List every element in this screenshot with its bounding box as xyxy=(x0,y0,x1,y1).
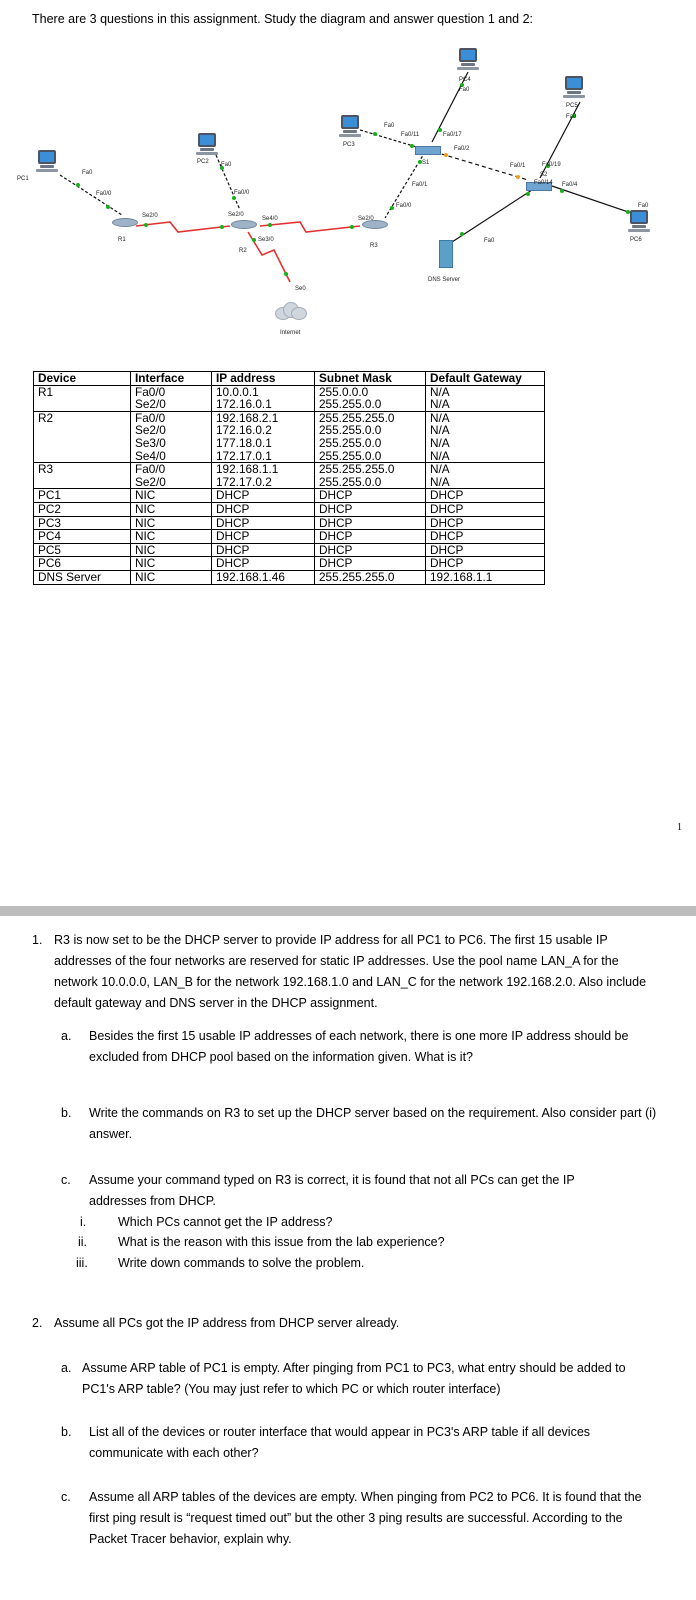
label-s1-fa017: Fa0/17 xyxy=(443,132,462,138)
question-2a xyxy=(61,1358,661,1400)
q1ciii-mark: iii. xyxy=(76,1256,88,1270)
q1ciii-text: Write down commands to solve the problem. xyxy=(118,1256,365,1270)
table-row xyxy=(34,411,545,424)
table-cell xyxy=(34,450,131,463)
label-s2-fa01: Fa0/1 xyxy=(510,163,526,169)
label-r1-fa00: Fa0/0 xyxy=(96,191,112,197)
table-cell: N/A xyxy=(426,463,545,476)
label-pc2: PC2 xyxy=(197,159,209,165)
internet-cloud-icon xyxy=(275,302,305,320)
table-cell: DHCP xyxy=(315,516,426,530)
page-2 xyxy=(0,916,696,1600)
table-cell: 172.17.0.1 xyxy=(212,450,315,463)
table-cell xyxy=(34,476,131,489)
q1a-mark: a. xyxy=(61,1029,72,1043)
table-cell: R3 xyxy=(34,463,131,476)
table-header-cell: IP address xyxy=(212,372,315,386)
q1cii-text: What is the reason with this issue from the lab experience? xyxy=(118,1235,445,1249)
table-cell: PC3 xyxy=(34,516,131,530)
table-cell: PC1 xyxy=(34,489,131,503)
page-number: 1 xyxy=(677,822,682,833)
label-pc3: PC3 xyxy=(343,142,355,148)
question-1 xyxy=(32,930,662,1014)
table-cell: DHCP xyxy=(426,543,545,557)
table-cell: 255.255.255.0 xyxy=(315,411,426,424)
table-cell: DHCP xyxy=(212,530,315,544)
pc2-icon xyxy=(196,133,218,157)
q1ci-text: Which PCs cannot get the IP address? xyxy=(118,1215,333,1229)
link-pc1-r1 xyxy=(60,175,122,215)
table-cell: N/A xyxy=(426,450,545,463)
q1c-mark: c. xyxy=(61,1173,71,1187)
label-pc2-fa0: Fa0 xyxy=(221,162,232,168)
pc5-icon xyxy=(563,76,585,100)
table-row xyxy=(34,570,545,584)
network-diagram xyxy=(0,40,696,360)
label-s1: S1 xyxy=(422,160,430,166)
table-cell: 255.255.255.0 xyxy=(315,463,426,476)
table-cell: NIC xyxy=(131,516,212,530)
table-cell: NIC xyxy=(131,570,212,584)
q1b-text: Write the commands on R3 to set up the DHCP server based on the requirement. Also consider part (i) answer. xyxy=(89,1106,657,1141)
label-s2-fa019: Fa0/19 xyxy=(542,162,561,168)
table-cell: DHCP xyxy=(212,557,315,571)
table-cell: 255.0.0.0 xyxy=(315,385,426,398)
label-r2: R2 xyxy=(239,248,247,254)
r2-router-icon xyxy=(231,220,257,236)
table-cell: 10.0.0.1 xyxy=(212,385,315,398)
table-cell: 255.255.0.0 xyxy=(315,424,426,437)
table-cell: DHCP xyxy=(426,489,545,503)
table-cell: 255.255.0.0 xyxy=(315,450,426,463)
label-pc6: PC6 xyxy=(630,237,642,243)
table-cell: R1 xyxy=(34,385,131,398)
table-row xyxy=(34,437,545,450)
q2b-text: List all of the devices or router interface that would appear in PC3's ARP table if all devices communicate with each other? xyxy=(89,1425,591,1460)
table-cell: DHCP xyxy=(315,557,426,571)
label-pc5-fa0: Fa0 xyxy=(566,114,577,120)
table-cell: N/A xyxy=(426,476,545,489)
table-cell: 255.255.255.0 xyxy=(315,570,426,584)
table-row xyxy=(34,385,545,398)
label-r3-se20: Se2/0 xyxy=(358,216,374,222)
label-s1-fa01: Fa0/1 xyxy=(412,182,428,188)
table-row xyxy=(34,450,545,463)
label-r2-se20: Se2/0 xyxy=(228,212,244,218)
label-r2-fa00: Fa0/0 xyxy=(234,190,250,196)
table-row xyxy=(34,557,545,571)
table-cell: PC6 xyxy=(34,557,131,571)
pc3-icon xyxy=(339,115,361,139)
label-r1: R1 xyxy=(118,237,126,243)
table-cell: R2 xyxy=(34,411,131,424)
table-row xyxy=(34,463,545,476)
table-cell: DHCP xyxy=(315,502,426,516)
link-s2-dns xyxy=(452,188,535,242)
table-cell: 255.255.0.0 xyxy=(315,476,426,489)
question-2b xyxy=(61,1422,663,1464)
pc1-icon xyxy=(36,150,58,174)
table-cell: 192.168.1.1 xyxy=(426,570,545,584)
table-header-cell: Interface xyxy=(131,372,212,386)
pc4-icon xyxy=(457,48,479,72)
table-cell: DNS Server xyxy=(34,570,131,584)
q1-number: 1. xyxy=(32,933,43,947)
intro-text: There are 3 questions in this assignment. Study the diagram and answer question 1 and 2: xyxy=(32,12,533,26)
table-cell: N/A xyxy=(426,411,545,424)
q1a-text: Besides the first 15 usable IP addresses of each network, there is one more IP address should be excluded from DHCP pool based on the information given. What is it? xyxy=(89,1029,629,1064)
question-1c-i xyxy=(80,1212,640,1233)
table-cell: DHCP xyxy=(212,516,315,530)
table-cell: NIC xyxy=(131,502,212,516)
table-cell: Se4/0 xyxy=(131,450,212,463)
label-pc1: PC1 xyxy=(17,176,29,182)
table-cell: N/A xyxy=(426,437,545,450)
table-cell: N/A xyxy=(426,385,545,398)
addressing-table xyxy=(33,371,545,585)
table-cell: Fa0/0 xyxy=(131,411,212,424)
table-cell: Se3/0 xyxy=(131,437,212,450)
table-cell: DHCP xyxy=(426,530,545,544)
table-cell: Se2/0 xyxy=(131,424,212,437)
table-cell: DHCP xyxy=(212,543,315,557)
table-cell: 192.168.1.46 xyxy=(212,570,315,584)
label-r3-fa00: Fa0/0 xyxy=(396,203,412,209)
table-cell xyxy=(34,437,131,450)
label-r1-se20: Se2/0 xyxy=(142,213,158,219)
label-pc6-fa0: Fa0 xyxy=(638,203,649,209)
label-pc1-fa0: Fa0 xyxy=(82,170,93,176)
table-cell: 172.17.0.2 xyxy=(212,476,315,489)
pc6-icon xyxy=(628,210,650,234)
q1-text: R3 is now set to be the DHCP server to provide IP address for all PC1 to PC6. The first 15 usable IP addresses of the four networks are reserved for static IP addresses. Use the pool name LAN_A for the network 10.0.0.0, LAN_B for the network 192.168.1.0 and LAN_C for the network 192.168.2.0. Also include default gateway and DNS server in the DHCP assignment. xyxy=(54,933,647,1010)
label-r3: R3 xyxy=(370,243,378,249)
q1b-mark: b. xyxy=(61,1106,72,1120)
table-row xyxy=(34,530,545,544)
table-cell: N/A xyxy=(426,398,545,411)
label-pc5: PC5 xyxy=(566,103,578,109)
link-r1-r2 xyxy=(136,222,230,232)
table-cell: Se2/0 xyxy=(131,476,212,489)
label-s2: S2 xyxy=(540,172,548,178)
label-internet: Internet xyxy=(280,330,301,336)
label-r2-se40: Se4/0 xyxy=(262,216,278,222)
label-pc4: PC4 xyxy=(459,77,471,83)
q1c-text: Assume your command typed on R3 is correct, it is found that not all PCs can get the IP addresses from DHCP. xyxy=(89,1173,575,1208)
label-s1-fa011: Fa0/11 xyxy=(401,132,420,138)
table-cell: 255.255.0.0 xyxy=(315,437,426,450)
table-cell: DHCP xyxy=(315,489,426,503)
question-1c-ii xyxy=(78,1232,638,1253)
table-row xyxy=(34,489,545,503)
table-header-cell: Subnet Mask xyxy=(315,372,426,386)
table-cell: NIC xyxy=(131,489,212,503)
table-cell: DHCP xyxy=(212,489,315,503)
table-cell: Fa0/0 xyxy=(131,385,212,398)
table-row xyxy=(34,476,545,489)
question-2c xyxy=(61,1487,663,1550)
question-1c xyxy=(61,1170,663,1212)
label-dns: DNS Server xyxy=(428,277,461,283)
q1ci-mark: i. xyxy=(80,1215,87,1229)
q2a-text: Assume ARP table of PC1 is empty. After pinging from PC1 to PC3, what entry should be added to PC1's ARP table? (You may just refer to which PC or which router interface) xyxy=(82,1361,626,1396)
table-cell: 172.16.0.2 xyxy=(212,424,315,437)
table-row xyxy=(34,398,545,411)
table-header-cell: Default Gateway xyxy=(426,372,545,386)
table-cell: 255.255.0.0 xyxy=(315,398,426,411)
dns-server-icon xyxy=(439,240,453,268)
q2b-mark: b. xyxy=(61,1425,72,1439)
table-cell: NIC xyxy=(131,530,212,544)
table-header-cell: Device xyxy=(34,372,131,386)
table-cell: NIC xyxy=(131,557,212,571)
question-1b xyxy=(61,1103,663,1145)
table-cell: 172.16.0.1 xyxy=(212,398,315,411)
table-cell: PC4 xyxy=(34,530,131,544)
diagram-links xyxy=(0,40,696,360)
q2a-mark: a. xyxy=(61,1361,72,1375)
table-cell: PC2 xyxy=(34,502,131,516)
label-s1-fa02: Fa0/2 xyxy=(454,146,470,152)
table-cell: NIC xyxy=(131,543,212,557)
label-s2-fa014: Fa0/14 xyxy=(534,180,553,186)
r1-router-icon xyxy=(112,218,138,234)
table-cell: 192.168.1.1 xyxy=(212,463,315,476)
q2c-text: Assume all ARP tables of the devices are empty. When pinging from PC2 to PC6. It is found that the first ping result is “request timed out” but the other 3 ping results are successful. According to the Packet Tracer behavior, explain why. xyxy=(89,1490,642,1546)
label-pc4-fa0: Fa0 xyxy=(459,87,470,93)
table-cell xyxy=(34,424,131,437)
question-2 xyxy=(32,1313,662,1334)
table-cell: DHCP xyxy=(212,502,315,516)
question-1a xyxy=(61,1026,663,1068)
table-cell xyxy=(34,398,131,411)
table-cell: Fa0/0 xyxy=(131,463,212,476)
table-cell: 192.168.2.1 xyxy=(212,411,315,424)
label-internet-se0: Se0 xyxy=(295,286,306,292)
table-header-row xyxy=(34,372,545,386)
table-row xyxy=(34,502,545,516)
table-cell: 177.18.0.1 xyxy=(212,437,315,450)
table-cell: DHCP xyxy=(426,516,545,530)
table-cell: DHCP xyxy=(315,530,426,544)
link-r2-r3 xyxy=(260,222,360,232)
table-cell: DHCP xyxy=(315,543,426,557)
question-1c-iii xyxy=(76,1253,636,1274)
table-cell: DHCP xyxy=(426,502,545,516)
table-cell: N/A xyxy=(426,424,545,437)
q2-number: 2. xyxy=(32,1316,43,1330)
table-row xyxy=(34,516,545,530)
label-dns-fa0: Fa0 xyxy=(484,238,495,244)
s1-switch-icon xyxy=(415,144,441,156)
label-pc3-fa0: Fa0 xyxy=(384,123,395,129)
table-cell: Se2/0 xyxy=(131,398,212,411)
table-cell: PC5 xyxy=(34,543,131,557)
table-row xyxy=(34,424,545,437)
q1cii-mark: ii. xyxy=(78,1235,88,1249)
table-row xyxy=(34,543,545,557)
table-cell: DHCP xyxy=(426,557,545,571)
q2c-mark: c. xyxy=(61,1490,71,1504)
page-separator xyxy=(0,906,696,916)
label-s2-fa04: Fa0/4 xyxy=(562,182,578,188)
q2-text: Assume all PCs got the IP address from DHCP server already. xyxy=(54,1316,400,1330)
label-r2-se30: Se3/0 xyxy=(258,237,274,243)
